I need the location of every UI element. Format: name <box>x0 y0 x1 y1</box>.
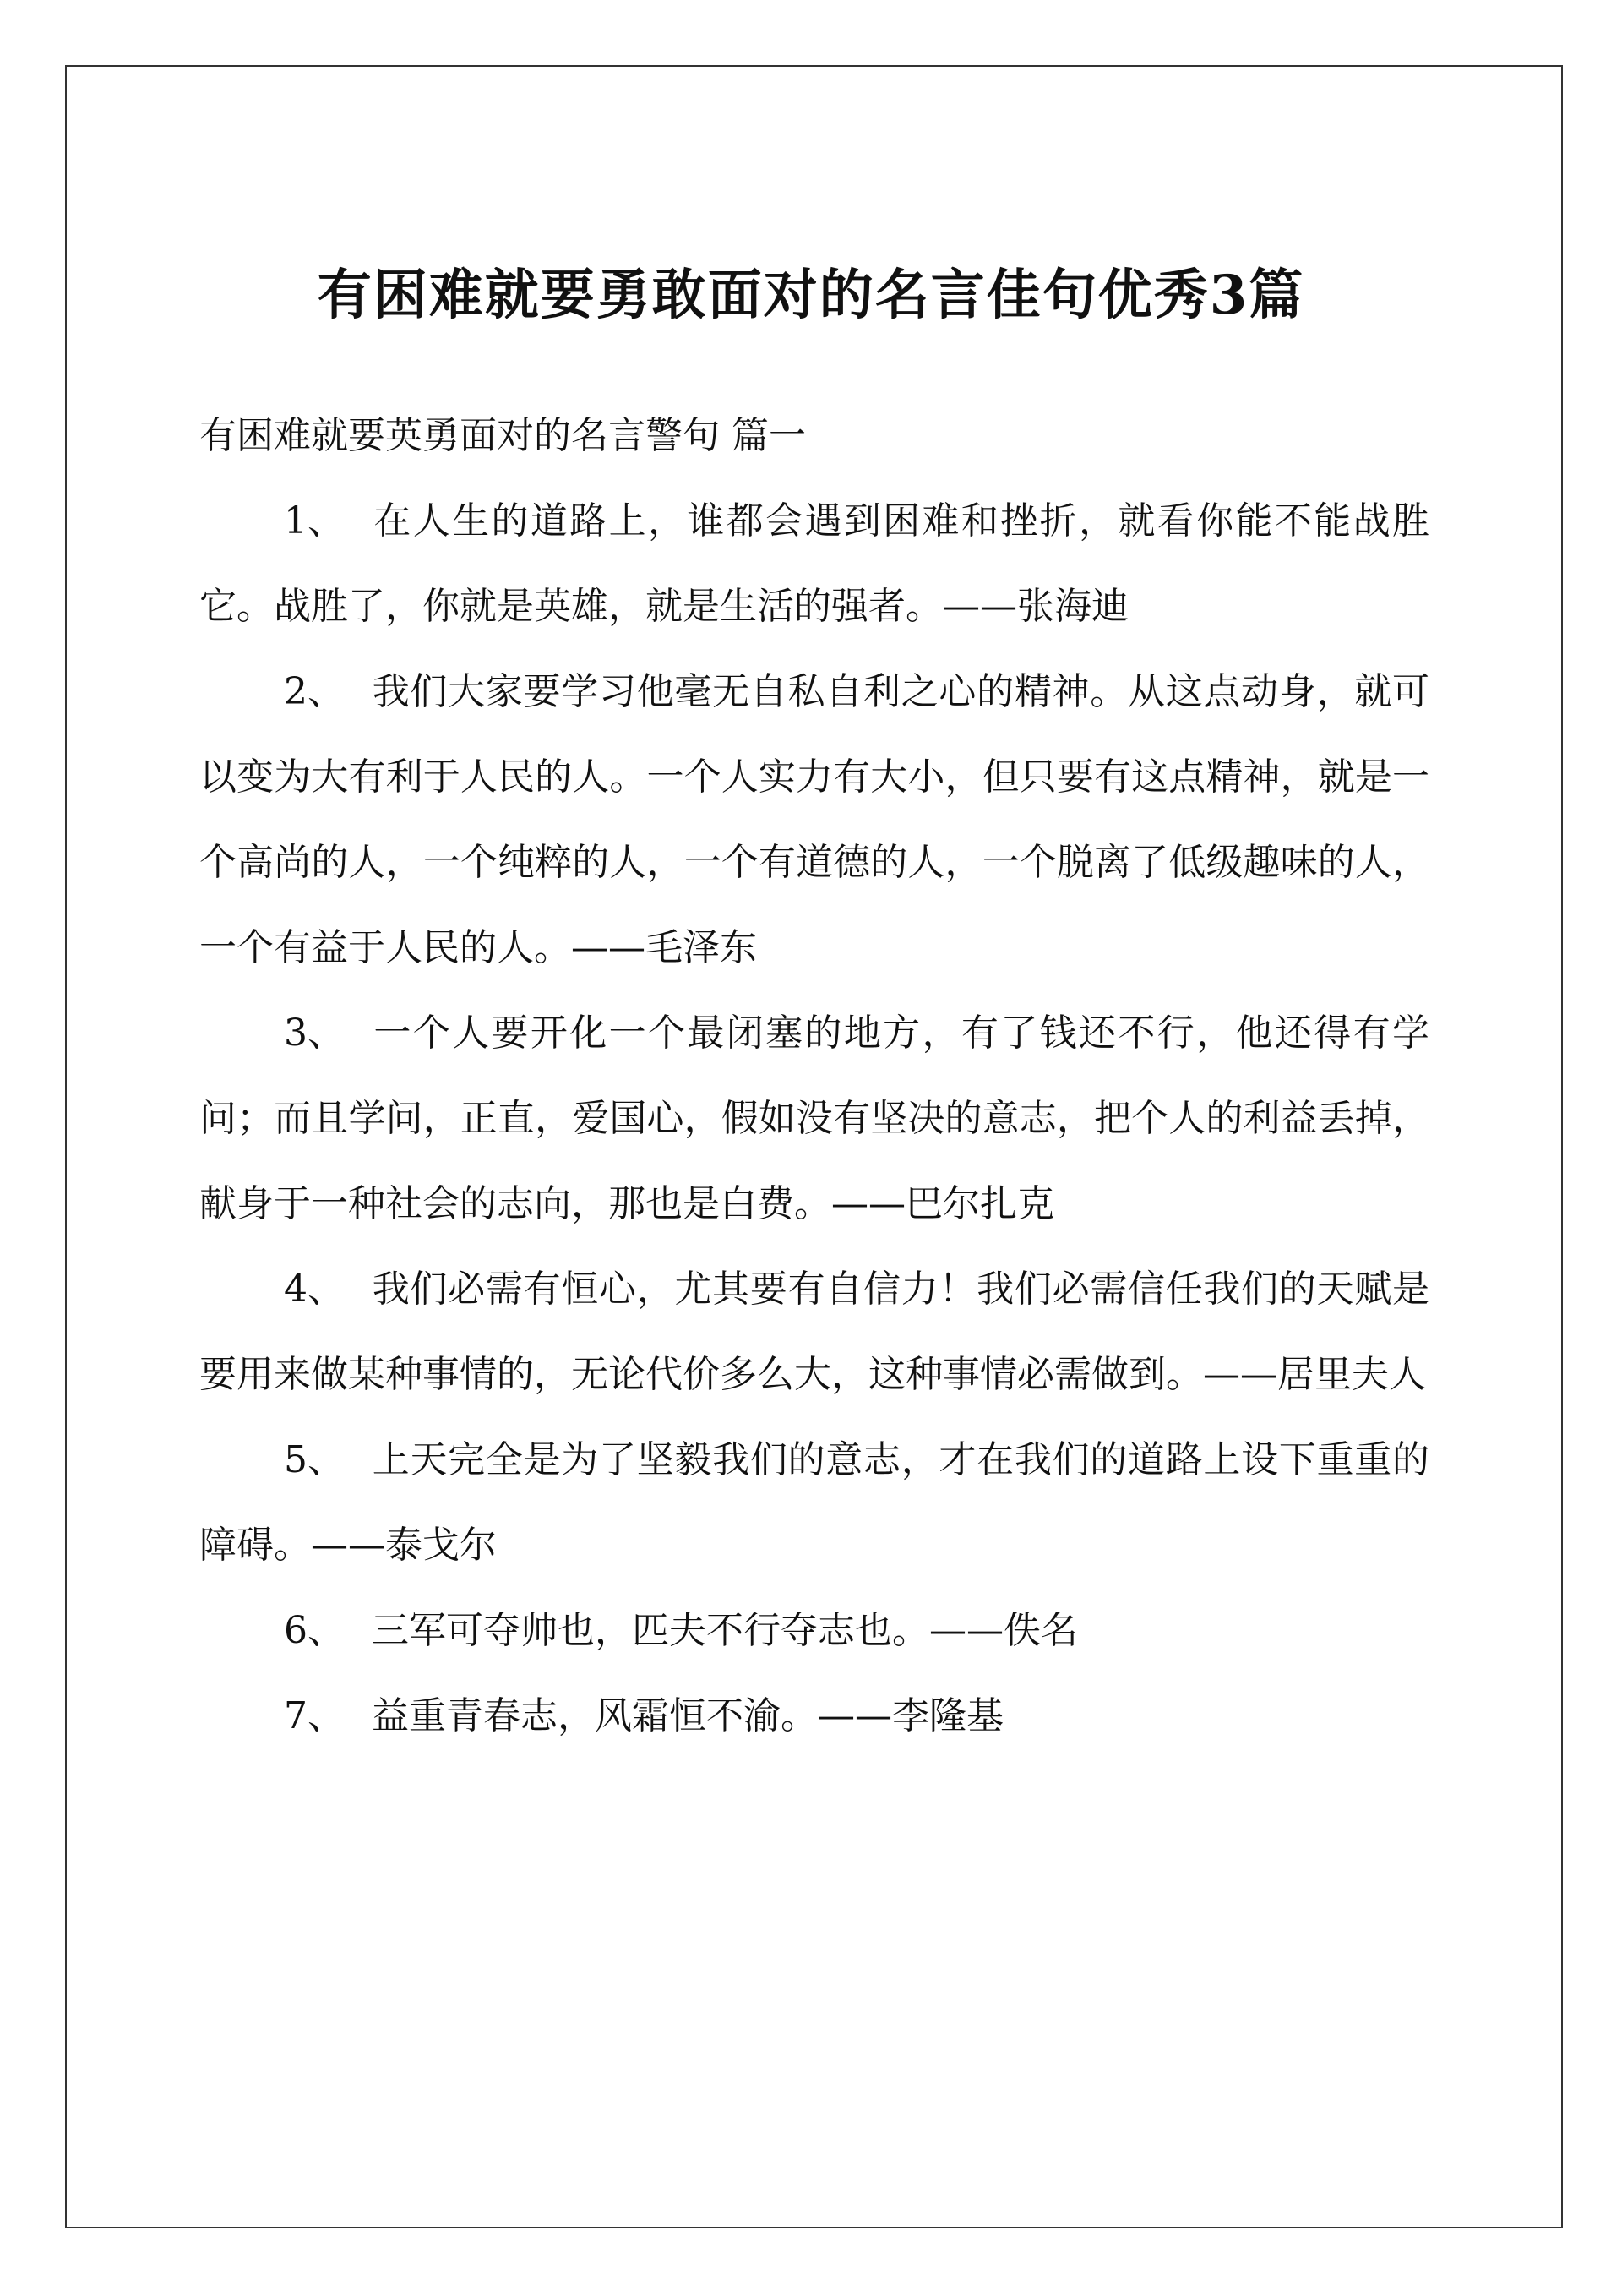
quote-text: 我们大家要学习他毫无自私自利之心的精神。从这点动身，就可以变为大有利于人民的人。一个人实力有大小，但只要有这点精神，就是一个高尚的人，一个纯粹的人，一个有道德的人，一个脱离了低级趣味的人，一个有益于人民的人。——毛泽东 <box>199 670 1429 969</box>
quote-text: 益重青春志，风霜恒不渝。——李隆基 <box>372 1694 1004 1737</box>
quote-number: 2、 <box>284 670 345 713</box>
quote-item <box>199 1246 1429 1417</box>
quote-item <box>199 1417 1429 1588</box>
quote-text: 在人生的道路上，谁都会遇到困难和挫折，就看你能不能战胜它。战胜了，你就是英雄，就是生活的强者。——张海迪 <box>199 499 1429 628</box>
quote-list <box>199 478 1429 1759</box>
quote-number: 5、 <box>284 1438 345 1481</box>
quote-text: 一个人要开化一个最闭塞的地方，有了钱还不行，他还得有学问；而且学问，正直，爱国心，假如没有坚决的意志，把个人的利益丢掉，献身于一种社会的志向，那也是白费。——巴尔扎克 <box>199 1012 1429 1225</box>
quote-number: 3、 <box>284 1012 345 1055</box>
section-heading: 有困难就要英勇面对的名言警句 篇一 <box>199 414 806 457</box>
document-title: 有困难就要勇敢面对的名言佳句优秀3篇 <box>317 264 1305 327</box>
quote-text: 三军可夺帅也，匹夫不行夺志也。——佚名 <box>372 1609 1078 1652</box>
quote-item <box>199 1588 1429 1673</box>
quote-number: 7、 <box>284 1694 345 1737</box>
quote-item <box>199 990 1429 1246</box>
quote-text: 上天完全是为了坚毅我们的意志，才在我们的道路上设下重重的障碍。——泰戈尔 <box>199 1438 1429 1567</box>
quote-number: 1、 <box>284 499 345 543</box>
quote-number: 6、 <box>284 1609 345 1652</box>
quote-text: 我们必需有恒心，尤其要有自信力！我们必需信任我们的天赋是要用来做某种事情的，无论代价多么大，这种事情必需做到。——居里夫人 <box>199 1268 1429 1396</box>
quote-item <box>199 649 1429 990</box>
quote-number: 4、 <box>284 1268 345 1311</box>
quote-item <box>199 1673 1429 1759</box>
quote-item <box>199 478 1429 649</box>
